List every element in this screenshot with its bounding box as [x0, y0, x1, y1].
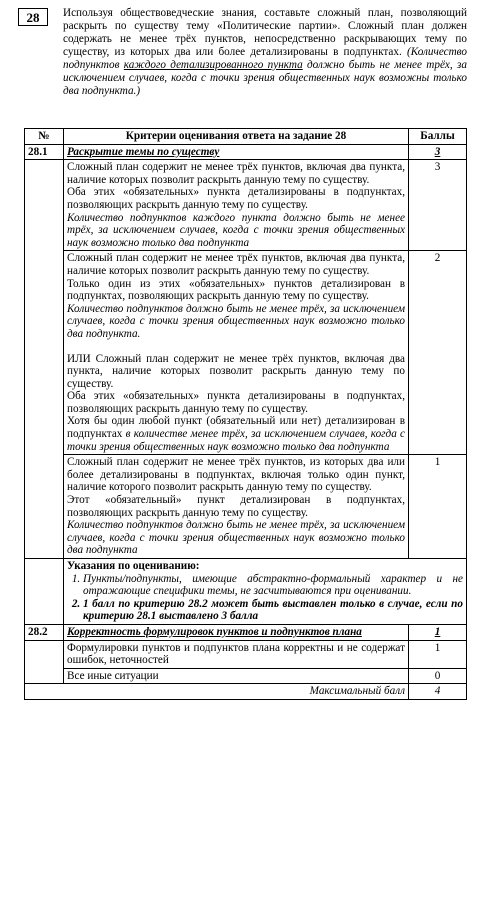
level-3-row [25, 160, 467, 251]
instructions-list: 1. Пункты/подпункты, имеющие абстрактно-формальный характер и не отражающие специфики темы, не засчитываются при оценивании. 2. 1 балл по критерию 28.2 может быть выставлен только в случае, если по критерию 28.1 выставлено 3 балла [67, 573, 463, 623]
c282-level-1-points: 1 [409, 640, 467, 668]
max-score-points: 4 [409, 684, 467, 700]
level-3-points: 3 [409, 160, 467, 251]
criterion-title: Корректность формулировок пунктов и подпунктов плана [64, 624, 409, 640]
c282-level-1-row [25, 640, 467, 668]
task-number: 28 [18, 8, 48, 26]
level-2-row [25, 251, 467, 455]
task-text: Используя обществоведческие знания, составьте сложный план, позволяющий раскрыть по существу тему «Политические партии». Сложный план должен содержать не менее трёх пунктов, непосредственно раскрывающих тему по существу, из которых два или более детализированы в подпунктах. [63, 7, 467, 58]
header-points: Баллы [409, 129, 467, 145]
level-3-description: Сложный план содержит не менее трёх пунктов, включая два пункта, наличие которых позволит раскрыть данную тему по существу. Оба этих «обязательных» пункта детализированы в подпунктах, позволяющих раскрыть данную тему по существу. Количество подпунктов каждого пункта должно быть не менее трёх, за исключением случаев, когда с точки зрения общественных наук возможно только два подпункта [64, 160, 409, 251]
empty-cell [25, 160, 64, 559]
table-header-row [25, 129, 467, 145]
empty-cell [25, 559, 64, 625]
level-1-description: Сложный план содержит не менее трёх пунктов, из которых два или более детализированы в подпунктах, включая только один пункт, наличие которого позволит раскрыть данную тему по существу. Этот «обязательный» пункт детализирован в подпунктах, позволяющих раскрыть данную тему по существу. Количество подпунктов должно быть не менее трёх, за исключением случаев, когда с точки зрения общественных наук возможно только два подпункта [64, 455, 409, 559]
header-num: № [25, 129, 64, 145]
c282-level-0-description: Все иные ситуации [64, 668, 409, 684]
c282-level-1-description: Формулировки пунктов и подпунктов плана корректны и не содержат ошибок, неточностей [64, 640, 409, 668]
instructions: Указания по оцениванию: 1. Пункты/подпункты, имеющие абстрактно-формальный характер и не отражающие специфики темы, не засчитываются при оценивании. 2. 1 балл по критерию 28.2 может быть выставлен только в случае, если по критерию 28.1 выставлено 3 балла [64, 559, 467, 625]
level-1-row [25, 455, 467, 559]
criterion-num: 28.1 [25, 144, 64, 160]
empty-cell [25, 640, 64, 684]
criterion-points: 1 [409, 624, 467, 640]
header-criteria: Критерии оценивания ответа на задание 28 [64, 129, 409, 145]
level-2-points: 2 [409, 251, 467, 455]
max-score-label: Максимальный балл [25, 684, 409, 700]
criterion-title: Раскрытие темы по существу [64, 144, 409, 160]
criterion-28-2-row [25, 624, 467, 640]
level-2-description: Сложный план содержит не менее трёх пунктов, включая два пункта, наличие которых позволит раскрыть данную тему по существу. Только один из этих «обязательных» пунктов детализирован в подпунктах, позволяющих раскрыть данную тему по существу. Количество подпунктов должно быть не менее трёх, за исключением случаев, когда с точки зрения общественных наук возможно только два подпункта. ИЛИ Сложный план содержит не менее трёх пунктов, включая два пункта, наличие которых позволит раскрыть данную тему по существу. Оба этих «обязательных» пункта детализированы в подпунктах, позволяющих раскрыть данную тему по существу. Хотя бы один любой пункт (обязательный или нет) детализирован в подпунктах в количестве менее трёх, за исключением случаев, когда с точки зрения общественных наук возможно только два подпункта [64, 251, 409, 455]
criterion-points: 3 [409, 144, 467, 160]
c282-level-0-row [25, 668, 467, 684]
criterion-num: 28.2 [25, 624, 64, 640]
level-1-points: 1 [409, 455, 467, 559]
max-score-row [25, 684, 467, 700]
task-note: (Количество подпунктов каждого детализированного пункта должно быть не менее трёх, за исключением случаев, когда с точки зрения общественных наук возможны только два подпункта.) [63, 46, 467, 97]
c282-level-0-points: 0 [409, 668, 467, 684]
task-statement [63, 7, 467, 98]
criterion-28-1-row [25, 144, 467, 160]
criteria-table [24, 128, 467, 700]
instructions-row [25, 559, 467, 625]
